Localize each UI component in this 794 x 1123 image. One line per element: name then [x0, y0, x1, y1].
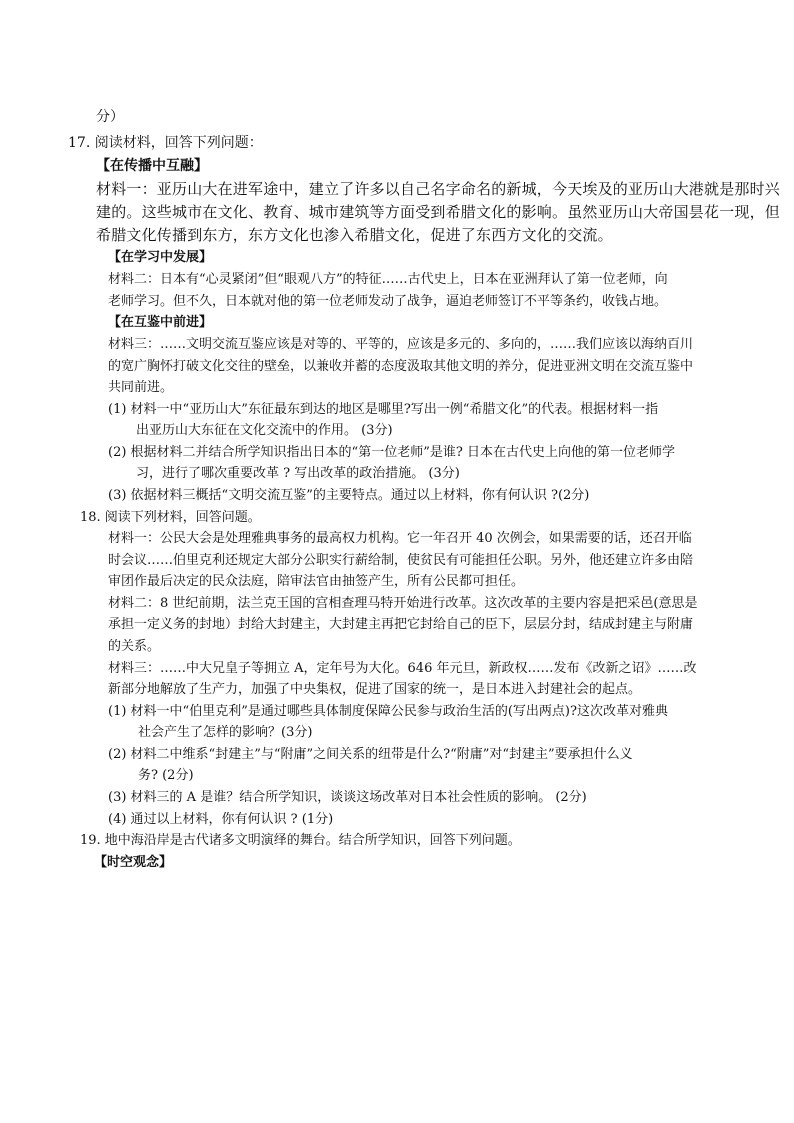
q18-material2-line3: 的关系。 — [108, 639, 161, 654]
q18-material1-line3: 审团作最后决定的民众法庭，陪审法官由抽签产生，所有公民都可担任。 — [108, 574, 525, 589]
q18-material2-line1: 材料二：8 世纪前期，法兰克王国的宫相查理马特开始进行改革。这次改革的主要内容是把采邑(意思是 — [108, 596, 698, 611]
q17-material3-line3: 共同前进。 — [108, 380, 174, 395]
q17-material2-line1: 材料二：日本有“心灵紧闭”但“眼观八方”的特征……古代史上，日本在亚洲拜认了第一位老师，向 — [108, 272, 668, 287]
q17-sub3: (3) 依据材料三概括“文明交流互鉴”的主要特点。通过以上材料，你有何认识 ?(2分) — [108, 488, 590, 503]
q17-section-mutual: 【在互鉴中前进】 — [108, 315, 213, 330]
q18-sub1-line1: (1) 材料一中“伯里克利”是通过哪些具体制度保障公民参与政治生活的(写出两点)?这次改革对雅典 — [108, 704, 668, 719]
q17-sub2-line2: 习，进行了哪次重要改革 ? 写出改革的政治措施。 (3分) — [136, 466, 460, 481]
q17-sub1-line1: (1) 材料一中“亚历山大”东征最东到达的地区是哪里?写出一例“希腊文化”的代表。根据材料一指 — [108, 402, 659, 417]
q18-material3-line2: 新部分地解放了生产力，加强了中央集权，促进了国家的统一，是日本进入封建社会的起点。 — [108, 682, 642, 697]
q17-heading: 17. 阅读材料，回答下列问题： — [68, 135, 263, 151]
q17-material3-line2: 的宽广胸怀打破文化交往的壁垒，以兼收并蓄的态度汲取其他文明的养分，促进亚洲文明在交流互鉴中 — [108, 359, 694, 374]
q17-section-transmission: 【在传播中互融】 — [96, 158, 208, 174]
q18-material1-line2: 时会议……伯里克利还规定大部分公职实行薪给制，使贫民有可能担任公职。另外，他还建立许多由陪 — [108, 553, 694, 568]
q18-sub3: (3) 材料三的 A 是谁？结合所学知识，谈谈这场改革对日本社会性质的影响。 (2分) — [108, 790, 587, 805]
q17-material1-line1: 材料一：亚历山大在进军途中，建立了许多以自己名字命名的新城，今天埃及的亚历山大港就是那时兴 — [96, 180, 781, 198]
q17-sub1-line2: 出亚历山大东征在文化交流中的作用。 (3分) — [136, 423, 393, 438]
q17-material1-line2: 建的。这些城市在文化、教育、城市建筑等方面受到希腊文化的影响。虽然亚历山大帝国昙花一现，但 — [96, 203, 781, 221]
q18-material3-line1: 材料三：……中大兄皇子等拥立 A，定年号为大化。646 年元旦，新政权……发布《改新之诏》……改 — [108, 661, 697, 676]
q19-heading: 19. 地中海沿岸是古代诸多文明演绎的舞台。结合所学知识，回答下列问题。 — [80, 833, 521, 848]
q17-section-learning: 【在学习中发展】 — [108, 250, 213, 265]
q17-material2-line2: 老师学习。但不久，日本就对他的第一位老师发动了战争，逼迫老师签订不平等条约，收钱占地。 — [108, 294, 668, 309]
q16-tail-text: 分） — [96, 109, 124, 125]
q18-sub2-line2: 务? (2分) — [138, 768, 194, 783]
q18-sub2-line1: (2) 材料二中维系“封建主”与“附庸”之间关系的纽带是什么?“附庸”对“封建主”要承担什么义 — [108, 747, 633, 762]
q18-sub4: (4) 通过以上材料，你有何认识 ? (1分) — [108, 812, 334, 827]
q18-material2-line2: 承担一定义务的封地）封给大封建主，大封建主再把它封给自己的臣下，层层分封，结成封建主与附庸 — [108, 617, 694, 632]
q19-section-spacetime: 【时空观念】 — [94, 855, 173, 870]
q18-material1-line1: 材料一：公民大会是处理雅典事务的最高权力机构。它一年召开 40 次例会，如果需要的话，还召开临 — [108, 531, 692, 546]
q18-sub1-line2: 社会产生了怎样的影响？(3分) — [138, 725, 313, 740]
q17-material1-line3: 希腊文化传播到东方，东方文化也渗入希腊文化，促进了东西方文化的交流。 — [96, 226, 613, 244]
q18-heading: 18. 阅读下列材料，回答问题。 — [80, 510, 261, 525]
q17-sub2-line1: (2) 根据材料二并结合所学知识指出日本的“第一位老师”是谁? 日本在古代史上向他的第一位老师学 — [108, 445, 675, 460]
q17-material3-line1: 材料三：……文明交流互鉴应该是对等的、平等的，应该是多元的、多向的，……我们应该以海纳百川 — [108, 337, 694, 352]
